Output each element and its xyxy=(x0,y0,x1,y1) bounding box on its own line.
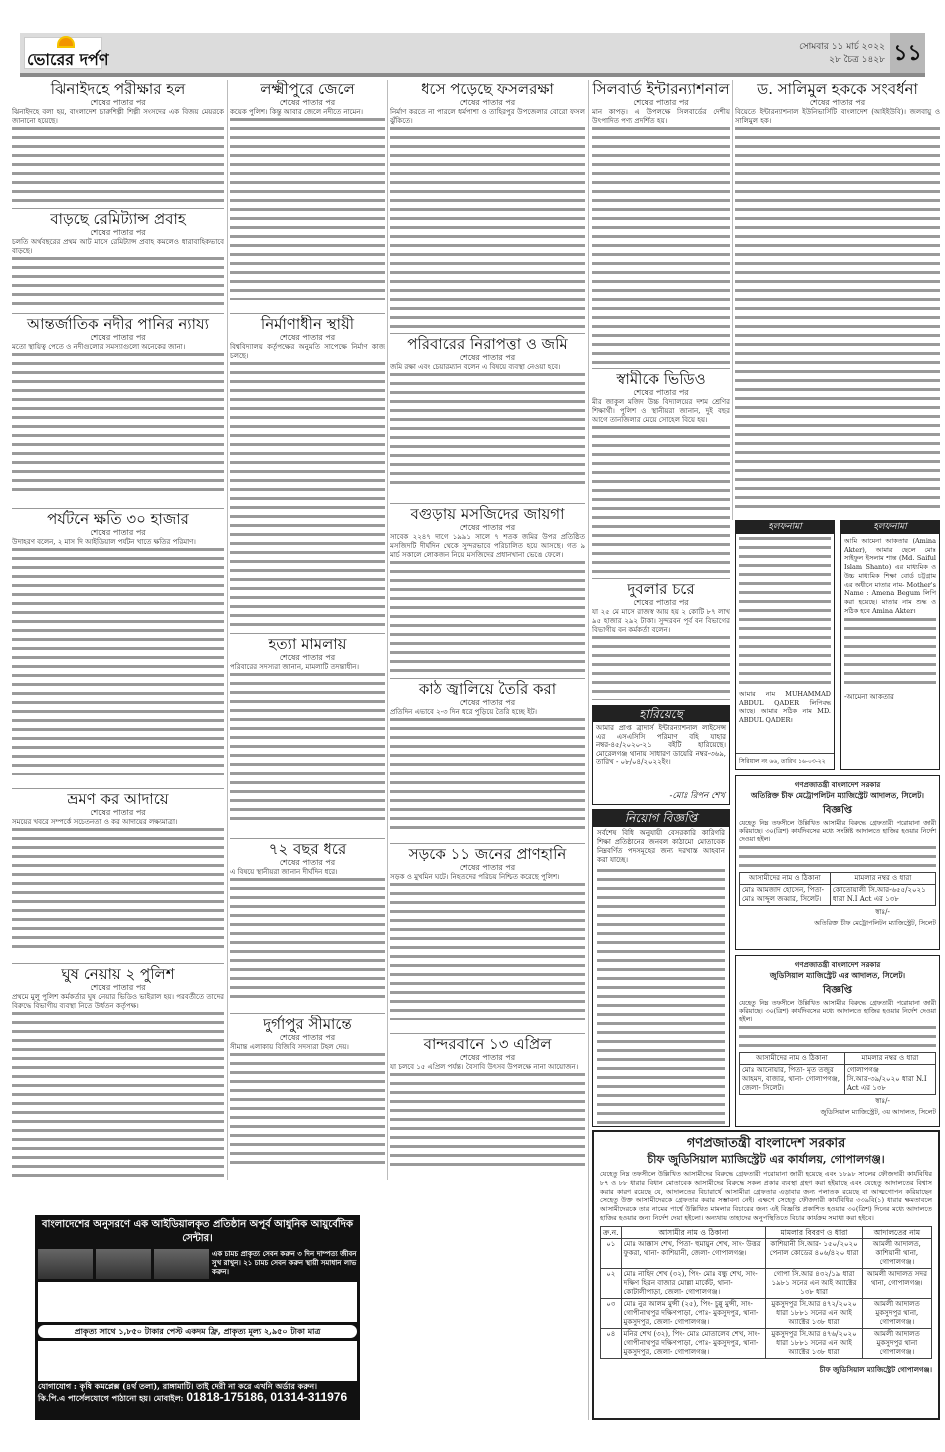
story-divider xyxy=(12,208,224,209)
story-body: চলতি অর্থবছরের প্রথম আট মাসে রেমিট্যান্স প্রবাহ কমলেও ধারাবাহিকভাবে বাড়ছে। xyxy=(12,238,224,255)
story-text-lines xyxy=(12,353,224,495)
masthead-band xyxy=(20,33,925,73)
table-row xyxy=(601,1268,932,1298)
story-body: উদাহরণ বলেন, ২ মাস দি আইডিয়াল পর্যটন খাতে ক্ষতির পরিমাণ। xyxy=(12,538,196,546)
story-body: ঝিনাইদহে বলা হয়, বাংলাদেশ চারুশিল্পী শিল্পী সংসদের এক বিজয় মেয়রকে জানানো হয়েছে। xyxy=(12,108,224,125)
table-header: ক্র.ন. xyxy=(601,1226,622,1238)
story-text-lines xyxy=(592,127,730,364)
story-family-security[interactable] xyxy=(390,335,585,500)
column-rule xyxy=(732,80,733,520)
accused-table xyxy=(600,1226,932,1359)
story-text-lines xyxy=(390,127,585,329)
story-divider xyxy=(390,333,585,334)
story-divider xyxy=(390,678,585,679)
story-text-lines xyxy=(390,883,585,1020)
story-headline[interactable]: বগুড়ায় মসজিদের জায়গা xyxy=(410,505,565,523)
story-divider xyxy=(390,1033,585,1034)
story-embankment[interactable] xyxy=(390,80,585,330)
affidavit-body: আমি আমেনা আকতার (Amina Akter), আমার ছেলে মোঃ সাইফুল ইসলাম শান্ত (Md. Saiful Islam Shanto) এর মাধ্যমিক ও উচ্চ মাধ্যমিক শিক্ষা বোর্ড চট্টগ্রাম এর অধীনে মাতার নাম- Mother's Name : Amena Begum লিপি করা হয়েছে। মাতার নাম শুদ্ধ ও সঠিক হবে Amina Akter। xyxy=(844,537,936,615)
story-headline[interactable]: হত্যা মামলায় xyxy=(268,635,347,653)
story-divider xyxy=(12,963,224,964)
story-road[interactable] xyxy=(390,845,585,1030)
recruitment-body: সর্বশেষ বিধি অনুযায়ী বেসরকারি কারিগরি শিক্ষা প্রতিষ্ঠানের জনবল কাঠামো মোতাবেক নিম্নবর্ণিত পদসমূহের জন্য দরখাস্ত আহবান করা যাচ্ছে। xyxy=(597,829,725,864)
continued-label: শেষের পাতার পর xyxy=(459,1053,516,1062)
table-cell: ০৩ xyxy=(601,1298,622,1328)
table-header: মামলার নম্বর ও ধারা xyxy=(830,873,935,885)
story-remittance[interactable] xyxy=(12,210,224,310)
story-divider xyxy=(12,788,224,789)
story-text-lines xyxy=(390,1073,585,1170)
ad-text-lines xyxy=(38,1282,357,1322)
story-text-lines xyxy=(12,828,224,950)
story-text-lines xyxy=(12,548,224,775)
continued-label: শেষের পাতার পর xyxy=(90,808,146,817)
story-body: সীমান্ত এলাকায় বিজিবি সদস্যরা টহল দেয়। xyxy=(230,1043,349,1051)
story-laxmipur[interactable] xyxy=(230,80,385,310)
notice-text-lines xyxy=(739,846,936,870)
story-dublar-char[interactable] xyxy=(592,580,730,700)
story-divider xyxy=(12,313,224,314)
table-cell: ০৪ xyxy=(601,1328,622,1358)
continued-label: শেষের পাতার পর xyxy=(459,698,516,707)
column-rule xyxy=(387,80,388,1180)
story-headline[interactable]: ৭২ বছর ধরে xyxy=(268,840,347,858)
table-cell: আমলী আদালত মুকসুদপুর থানা, গোপালগঞ্জ। xyxy=(862,1298,931,1328)
notice-government: গণপ্রজাতন্ত্রী বাংলাদেশ সরকার xyxy=(794,960,881,969)
table-cell: আমলী আদালত মুকসুদপুর থানা গোপালগঞ্জ। xyxy=(862,1328,931,1358)
story-durgapur[interactable] xyxy=(230,1015,385,1180)
table-header: মামলার নম্বর ও ধারা xyxy=(844,1053,935,1065)
table-row xyxy=(601,1298,932,1328)
ad-photo xyxy=(38,1249,93,1279)
story-headline[interactable]: ঝিনাইদহে পরীক্ষার হল xyxy=(50,80,186,98)
continued-label: শেষের পাতার পর xyxy=(90,528,146,537)
continued-label: শেষের পাতার পর xyxy=(459,98,516,107)
story-silbird[interactable] xyxy=(592,80,730,365)
story-body: মীর জাকুল মজিদ উচ্চ বিদ্যালয়ের দশম শ্রেণির শিক্ষার্থী। পুলিশ ও স্থানীয়রা জানান, দুই বছর আগে তানজিলার মেয়ে সোহেল বিয়ে হয়। xyxy=(592,398,730,424)
affidavit-text-lines xyxy=(739,537,831,687)
story-divider xyxy=(230,313,385,314)
story-construction[interactable] xyxy=(230,315,385,630)
table-row xyxy=(601,1328,932,1358)
table-cell: গোলাপগঞ্জ সি.আর-৩৯/২০২০ ধারা N.I Act এর ১৩৮ xyxy=(844,1065,935,1095)
table-cell: মোঃ আক্কাস শেখ, পিতা- হুমায়ুন শেখ, সাং- উত্তর ফুকরা, থানা- কাশিয়ানী, জেলা- গোপালগঞ্জ। xyxy=(621,1238,766,1268)
notice-signer: অতিরিক্ত চীফ মেট্রোপলিটন ম্যাজিস্ট্রেট, সিলেট xyxy=(814,919,936,927)
story-body: প্রথমে মুলু পুলিশ কর্মকর্তার ঘুষ নেয়ার ভিডিও ভাইরাল হয়। পরবর্তীতে তাদের বিরুদ্ধে বিভাগীয় ব্যবস্থা নিতে উর্ধতন কর্তৃপক্ষ। xyxy=(12,993,224,1010)
table-cell: ০১ xyxy=(601,1238,622,1268)
notice-body: যেহেতু নিম্ন তফসীলে উল্লিখিত আসামীদের বিরুদ্ধে গ্রেফতারী পরোয়ানা জারী হয়েছে এবং ১৮৯৮ সালের ফৌজদারী কার্যবিধির ৮৭ ও ৮৮ ধারার বিধান মোতাবেক আসামীদের বিরুদ্ধে সকল প্রকার ব্যবস্থা গ্রহণ করা হইয়াছে এবং যেহেতু আদালতের বিশ্বাস করার কারণ রয়েছে যে, আদালতের বিচারার্থে আসামীরা গ্রেফতার এড়াবার জন্য পলাতক রয়েছে বা আত্মগোপন করিয়াছেন সেহেতু উক্ত আসামীদেরকে গ্রেফতার করার সম্ভাবনা নেই। এক্ষণে সেহেতু ফৌজদারী কার্যবিধির ৩৩৯বি(১) ধারার ক্ষমতাবলে আসামীদেরকে তার নামের পার্শ্বে উল্লিখিত মামলার বিচারের জন্য এই বিজ্ঞপ্তি প্রকাশিত হওয়ার ৩০(ত্রিশ) দিনের মধ্যে আদালতে হাজির হওয়ার জন্য নির্দেশ দেয়া হইলো। অন্যথায় তাহাদের অনুপস্থিতিতে বিচার কার্যক্রম সমাধা করা হইবে। xyxy=(600,1170,932,1222)
table-cell: কাশিয়ানী সি.আর- ১৫০/২০২০ পেনাল কোডের ৪০৬/৪২০ ধারা xyxy=(766,1238,862,1268)
table-header: আদালতের নাম xyxy=(862,1226,931,1238)
story-divider xyxy=(230,1013,385,1014)
masthead-rule xyxy=(20,73,925,77)
story-headline[interactable]: দুর্গাপুর সীমান্তে xyxy=(263,1015,352,1033)
ad-text-lines xyxy=(38,1341,357,1381)
story-headline[interactable]: ভ্রমণ কর আদায়ে xyxy=(67,790,169,808)
continued-label: শেষের পাতার পর xyxy=(90,983,146,992)
continued-label: শেষের পাতার পর xyxy=(279,98,336,107)
table-header: মামলার বিবরণ ও ধারা xyxy=(766,1226,862,1238)
story-travel-tax[interactable] xyxy=(12,790,224,960)
story-text-lines xyxy=(12,1012,224,1179)
sylhet-court-notice xyxy=(735,955,940,1127)
table-cell: আমলী আদালত সদর থানা, গোপালগঞ্জ। xyxy=(862,1268,931,1298)
story-body: মতো স্থায়িত্ব পেতে ও নদীগুলোর সমস্যাগুলো অনেকের জানা। xyxy=(12,343,186,351)
story-murder[interactable] xyxy=(230,635,385,835)
story-headline[interactable]: পর্যটনে ক্ষতি ৩০ হাজার xyxy=(47,510,189,528)
ad-contact: যোগাযোগ : কৃষি কমপ্লেক্স (৪র্থ তলা), রাঙ্গামাটি। তাই দেরী না করে এখনি অর্ডার করুন। xyxy=(38,1381,318,1391)
story-divider xyxy=(390,503,585,504)
column-rule xyxy=(588,80,589,1420)
story-headline[interactable]: দুবলার চরে xyxy=(627,580,695,598)
continued-label: শেষের পাতার পর xyxy=(633,388,689,397)
ad-tagline: এক চামচ প্রাকৃত্য সেবন করুন ৩ দিন দাম্পত্য জীবন সুখ রাখুন। ২১ চামচ সেবন করুন স্থায়ী সমাধান লাভ করুন। xyxy=(212,1249,357,1276)
story-divider xyxy=(592,368,730,369)
continued-label: শেষের পাতার পর xyxy=(90,333,146,342)
ad-headline: বাংলাদেশের অনুসরণে এক আইডিয়ালকৃত প্রতিষ্ঠান অপূর্ব আধুনিক আয়ুর্বেদিক সেন্টার। xyxy=(41,1219,353,1244)
continued-label: শেষের পাতার পর xyxy=(279,858,336,867)
page-number: ১১ xyxy=(890,33,925,73)
story-text-lines xyxy=(230,362,385,629)
story-seventy-two[interactable] xyxy=(230,840,385,1010)
notice-body: যেহেতু নিম্ন তফসীলে উল্লিখিত আসামীর বিরুদ্ধে গ্রেফতারী পরোয়ানা জারী করিয়াছে। ৩০(ত্রিশ) কার্যদিবসের মধ্যে আদালতে হাজির হওয়ার নির্দেশ দেওয়া হইল। xyxy=(739,1000,936,1023)
continued-label: শেষের পাতার পর xyxy=(90,98,146,107)
affidavit-footer: সিরিয়াল নং ৬৬, তারিখ ১৬-০৩-২২ xyxy=(736,753,834,769)
notice-body: যেহেতু নিম্ন তফসীলে উল্লিখিত আসামীর বিরুদ্ধে গ্রেফতারী পরোয়ানা জারী করিয়াছে। ৩০(ত্রিশ) কার্যদিবসের মধ্যে সংশ্লিষ্ট আদালতে হাজির হওয়ার নির্দেশ দেওয়া হইল। xyxy=(739,820,936,843)
story-text-lines xyxy=(230,673,385,825)
logo-text: ভোরের দর্পণ xyxy=(27,50,109,69)
recruitment-text-lines xyxy=(597,869,725,1127)
table-cell: মনির শেখ (৩২), পিং- মোঃ মোতালেব শেখ, সাং- গোপীনাথপুর দক্ষিণপাড়া, পোঃ- মুকসুদপুর, থানা- মুকসুদপুর, জেলা- গোপালগঞ্জ। xyxy=(621,1328,766,1358)
story-river[interactable] xyxy=(12,315,224,505)
lost-notice-signature: -মোঃ রিপন শেখ xyxy=(593,791,729,804)
story-text-lines xyxy=(230,118,385,300)
table-cell: মোঃ নুর আলম মুন্সী (২৫), পিং- চুন্নু মুন্সী, সাং- গোপীনাথপুর দক্ষিণপাড়া, পোঃ- মুকসুদপুর, থানা- মুকসুদপুর, জেলা- গোপালগঞ্জ। xyxy=(621,1298,766,1328)
story-body: বিয়েতে ইন্টারন্যাশনাল ইউনিভার্সিটি বাংলাদেশ (আইইউবি)। জলবায়ু ও সালিমুল হক। xyxy=(735,108,940,125)
story-text-lines xyxy=(12,127,224,204)
ad-delivery: কি.পি.এ পার্সেলযোগে পাঠানো হয়। মোবাইল: xyxy=(38,1393,184,1403)
continued-label: শেষের পাতার পর xyxy=(459,863,516,872)
notice-signer: চীফ জুডিসিয়াল ম্যাজিস্ট্রেট গোপালগঞ্জ। xyxy=(819,1364,932,1374)
issue-date xyxy=(799,41,885,67)
story-headline[interactable]: আন্তর্জাতিক নদীর পানির ন্যায্য xyxy=(27,315,209,333)
table-cell: কোতোয়ালী সি.আর-৬৫৫/২০২১ ধারা N.I Act এর ১৩৮ xyxy=(830,885,935,906)
table-row xyxy=(601,1238,932,1268)
table-cell: মোঃ আনোয়ার, পিতা- মৃত তজুর আহমদ, বাজার, থানা- গোলাপগঞ্জ, জেলা- সিলেট। xyxy=(740,1065,845,1095)
continued-label: শেষের পাতার পর xyxy=(633,598,689,607)
notice-text-lines xyxy=(739,1026,936,1050)
table-cell: মুকসুদপুর সি.আর ৪৭৬/২০২০ ধারা ১৮৮১ সনের এন আই অ্যাক্টের ১৩৮ ধারা xyxy=(766,1328,862,1358)
table-cell: মোঃ নাহিদ শেখ (৩২), পিং- মোঃ বন্ধু শেখ, সাং- দক্ষিণ হিরন বাজার মোল্লা মার্কেট, থানা- কোটালীপাড়া, জেলা- গোপালগঞ্জ। xyxy=(621,1268,766,1298)
continued-label: শেষের পাতার পর xyxy=(459,353,516,362)
story-divider xyxy=(12,508,224,509)
continued-label: শেষের পাতার পর xyxy=(633,98,689,107)
story-body: সড়ক ও মুখমিন ঘটে। নিহতদের পরিচয় নিশ্চিত করেছে পুলিশ। xyxy=(390,873,560,881)
story-body: নির্মাণ করতে না পারলে ধর্মপাশা ও তাহিরপুর উপজেলার বোরো ফসল ঝুঁকিতে। xyxy=(390,108,585,125)
table-cell: গোপা সি.আর ৪৩২/১৯ ধারা ১৯৮১ সনের এন আই অ্যাক্টের ১৩৮ ধারা xyxy=(766,1268,862,1298)
affidavit-title: হলফনামা xyxy=(736,521,834,534)
notice-government: গণপ্রজাতন্ত্রী বাংলাদেশ সরকার xyxy=(686,1136,846,1151)
story-body: যা ২৫ মে মাসে রাজস্ব আয় হয় ২ কোটি ৮৭ লাখ ৯৫ হাজার ২৯২ টাকা। সুন্দরবন পূর্ব বন বিভাগের বিভাগীয় বন কর্মকর্তা বলেন। xyxy=(592,608,730,634)
story-tourism[interactable] xyxy=(12,510,224,785)
newspaper-logo xyxy=(24,37,109,69)
table-cell: মুকসুদপুর সি.আর ৪৭২/২০২০ ধারা ১৮৮১ সনের এন আই অ্যাক্টের ১৩৮ ধারা xyxy=(766,1298,862,1328)
story-salimul[interactable] xyxy=(735,80,940,515)
notice-title: বিজ্ঞপ্তি xyxy=(822,805,853,816)
affidavit-signature: -আমেনা আকতার xyxy=(844,693,894,702)
ad-photo xyxy=(154,1249,209,1279)
story-headline[interactable]: পরিবারের নিরাপত্তা ও জমি xyxy=(407,335,568,353)
continued-label: শেষের পাতার পর xyxy=(90,228,146,237)
affidavit-title: হলফনামা xyxy=(841,521,939,534)
story-body: সাবেক ২২৪৭ দাগে ১৯৯১ সালে ৭ শতক জমির উপর প্রতিষ্ঠিত মসজিদটি দীর্ঘদিন থেকে সুন্দরভাবে পরিচালিত হয়ে আসছে। গত ৯ মার্চ সকালে লোকজন নিয়ে মসজিদের প্রধানখানা ভেঙে ফেলে। xyxy=(390,533,585,559)
continued-label: শেষের পাতার পর xyxy=(809,98,866,107)
story-headline[interactable]: ঘুষ নেয়ায় ২ পুলিশ xyxy=(61,965,175,983)
affidavit-left xyxy=(735,520,835,770)
story-text-lines xyxy=(592,426,730,575)
notice-government: গণপ্রজাতন্ত্রী বাংলাদেশ সরকার xyxy=(794,780,881,789)
story-headline[interactable]: লক্ষ্মীপুরে জেলে xyxy=(260,80,355,98)
story-body: এ বিষয়ে স্থানীয়রা জানান দীর্ঘদিন ধরে। xyxy=(230,868,338,876)
story-headline[interactable]: বান্দরবানে ১৩ এপ্রিল xyxy=(423,1035,552,1053)
notice-title: বিজ্ঞপ্তি xyxy=(822,985,853,996)
story-headline[interactable]: সিলবার্ড ইন্টারন্যাশনাল xyxy=(592,80,730,98)
continued-label: শেষের পাতার পর xyxy=(279,653,336,662)
lost-notice xyxy=(592,705,730,805)
story-divider xyxy=(390,843,585,844)
table-cell: আমলী আদালত, কাশিয়ানী থানা, গোপালগঞ্জ। xyxy=(862,1238,931,1268)
accused-table xyxy=(739,872,936,906)
story-divider xyxy=(230,633,385,634)
story-jhenaidah[interactable] xyxy=(12,80,224,205)
ad-phones: 01818-175186, 01314-311976 xyxy=(186,1390,348,1404)
story-body: যা চলবে ১৫ এপ্রিল পর্যন্ত। বৈসাবি উৎসব উপলক্ষে নানা আয়োজন। xyxy=(390,1063,579,1071)
bangla-date: ২৮ চৈত্র ১৪২৮ xyxy=(829,55,885,65)
story-body: সময়ের খবরে সম্পর্কে সচেতনতা ও কর আদায়ের লক্ষ্যমাত্রা। xyxy=(12,818,178,826)
affidavit-text-lines xyxy=(844,618,936,688)
story-body: বিশ্ববিদ্যালয় কর্তৃপক্ষের অনুমতি সাপেক্ষে নির্মাণ কাজ চলছে। xyxy=(230,343,385,360)
story-headline[interactable]: নির্মাণাধীন স্থায়ী xyxy=(260,315,355,333)
story-headline[interactable]: কাঠ জ্বালিয়ে তৈরি করা xyxy=(418,680,557,698)
story-text-lines xyxy=(230,1053,385,1170)
lost-notice-title: হারিয়েছে xyxy=(593,706,729,722)
story-bribe[interactable] xyxy=(12,965,224,1180)
column-rule xyxy=(227,80,228,1180)
story-headline[interactable]: ড. সালিমুল হককে সংবর্ধনা xyxy=(757,80,918,98)
story-body: জমি রক্ষা এবং চেয়ারম্যান বলেন এ বিষয়ে ব্যবস্থা নেওয়া হবে। xyxy=(390,363,561,371)
notice-office: চীফ জুডিসিয়াল ম্যাজিস্ট্রেট এর কার্যালয়, গোপালগঞ্জ। xyxy=(647,1153,885,1166)
table-row xyxy=(740,885,936,906)
continued-label: শেষের পাতার পর xyxy=(279,1033,336,1042)
ad-price: প্রাকৃত্য সাথে ১,৮৫০ টাকার পেস্ট একদম ফ্রি, প্রাকৃত্য মূল্য ২,৯৫০ টাকা মাত্র xyxy=(38,1325,357,1338)
accused-table xyxy=(739,1052,936,1095)
story-headline[interactable]: ধসে পড়েছে ফসলরক্ষা xyxy=(421,80,554,98)
recruitment-notice xyxy=(592,809,730,1127)
story-text-lines xyxy=(592,636,730,700)
story-text-lines xyxy=(12,257,224,309)
story-bogura[interactable] xyxy=(390,505,585,675)
notice-office: জুডিসিয়াল ম্যাজিস্ট্রেট এর আদালত, সিলেট। xyxy=(769,971,906,980)
table-header: আসামীদের নাম ও ঠিকানা xyxy=(740,1053,845,1065)
story-text-lines xyxy=(390,718,585,830)
story-bandarban[interactable] xyxy=(390,1035,585,1180)
story-headline[interactable]: স্বামীকে ভিডিও xyxy=(616,370,706,388)
affidavit-right xyxy=(840,520,940,770)
notice-sign: স্বাঃ/- xyxy=(875,1097,890,1105)
story-body: মান কাপড়। এ উপলক্ষে সিলবার্ডের দেশীয় উৎপাদিত পণ্য প্রদর্শিত হয়। xyxy=(592,108,730,125)
table-cell: মোঃ আমজাদ হোসেন, পিতা- মোঃ আব্দুল জব্বার, সিলেট। xyxy=(740,885,831,906)
recruitment-title: নিয়োগ বিজ্ঞপ্তি xyxy=(593,810,729,827)
table-header: আসামীদের নাম ও ঠিকানা xyxy=(740,873,831,885)
sylhet-court-notice xyxy=(735,775,940,950)
story-headline[interactable]: সড়কে ১১ জনের প্রাণহানি xyxy=(408,845,567,863)
lost-notice-body: আমার প্রাপ্ত ব্রাদার্স ইন্টারন্যাশনাল লাইসেন্স এর এসএসিসি পরিমাণ বহি যাহার নম্বর-৪৫/২০২০-২১ বইটি হারিয়েছে। মোরেলগঞ্জ থানায় সাধারণ ডায়েরি নম্বর-৩৬৯, তারিখ - ০৮/০৪/২০২২ইং। xyxy=(596,724,726,767)
sun-icon xyxy=(59,38,73,46)
story-text-lines xyxy=(390,561,585,675)
story-body: পরিবারের সদস্যরা জানান, মামলাটি তদন্তাধীন। xyxy=(230,663,359,671)
notice-sign: স্বাঃ/- xyxy=(875,908,890,916)
notice-signer: জুডিসিয়াল ম্যাজিস্ট্রেট, ৩য় আদালত, সিলেট xyxy=(820,1108,936,1116)
affidavit-body: আমার নাম MUHAMMAD ABDUL QADER লিপিবদ্ধ আছে। আমার সঠিক নাম MD. ABDUL QADER। xyxy=(739,690,831,724)
table-row xyxy=(740,1065,936,1095)
story-body: কয়েক পুলিশ। কিন্তু আবার জেলে নদীতে নামেন। xyxy=(230,108,364,116)
story-headline[interactable]: বাড়ছে রেমিট্যান্স প্রবাহ xyxy=(50,210,186,228)
story-divider xyxy=(592,578,730,579)
gopalganj-court-notice xyxy=(592,1130,940,1420)
story-body: প্রতিদিন এভাবে ২-৩ দিন ধরে পুড়িয়ে তৈরি হচ্ছে ইট। xyxy=(390,708,538,716)
story-husband-video[interactable] xyxy=(592,370,730,575)
continued-label: শেষের পাতার পর xyxy=(459,523,516,532)
story-text-lines xyxy=(735,127,940,514)
story-text-lines xyxy=(390,373,585,490)
notice-office: অতিরিক্ত চীফ মেট্রোপলিটন ম্যাজিস্ট্রেট আদালত, সিলেট। xyxy=(751,791,924,800)
story-divider xyxy=(230,838,385,839)
day-date: সোমবার ১১ মার্চ ২০২২ xyxy=(799,42,885,52)
story-wood[interactable] xyxy=(390,680,585,840)
ad-photo xyxy=(96,1249,151,1279)
story-text-lines xyxy=(230,878,385,1000)
table-header: আসামীর নাম ও ঠিকানা xyxy=(621,1226,766,1238)
ayurvedic-center-advertisement xyxy=(35,1215,360,1420)
continued-label: শেষের পাতার পর xyxy=(279,333,336,342)
table-cell: ০২ xyxy=(601,1268,622,1298)
